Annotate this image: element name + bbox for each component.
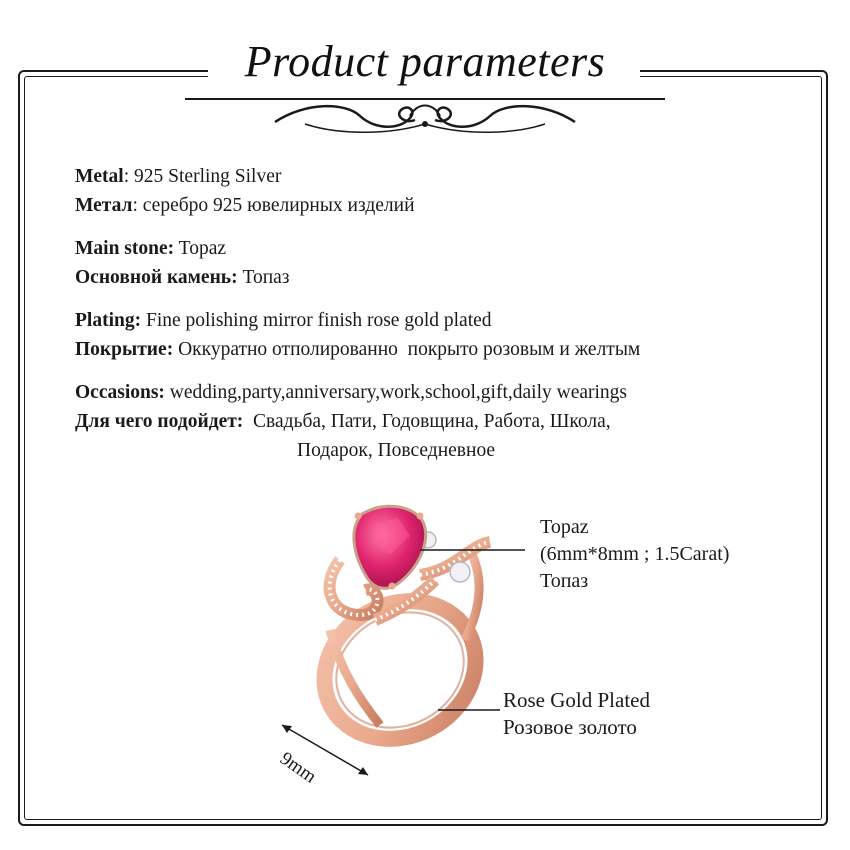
spec-label: Main stone: — [75, 238, 175, 259]
plating-callout — [503, 687, 650, 741]
spec-main-stone — [75, 234, 815, 292]
spec-line-en — [75, 162, 815, 191]
spec-label: Покрытие: — [75, 339, 174, 360]
spec-label: Для чего подойдет: — [75, 411, 244, 432]
spec-plating — [75, 306, 815, 364]
spec-value: Топаз — [242, 267, 290, 288]
spec-occasions — [75, 378, 815, 465]
spec-metal — [75, 162, 815, 220]
stone-callout-name: Topaz — [540, 516, 589, 538]
spec-sep — [243, 411, 253, 432]
spec-continuation: Подарок, Повседневное — [297, 440, 496, 461]
spec-value: серебро 925 ювелирных изделий — [142, 195, 415, 216]
stone-callout-size: (6mm*8mm ; 1.5Carat) — [540, 543, 730, 565]
flourish-ornament — [185, 94, 665, 138]
spec-value: Оккуратно отполированно покрыто розовым и желтым — [178, 339, 641, 360]
plating-callout-en: Rose Gold Plated — [503, 688, 650, 712]
spec-line-ru — [75, 335, 815, 364]
width-dimension-label: 9mm — [275, 748, 320, 788]
spec-label: Metal — [75, 166, 124, 187]
spec-value: wedding,party,anniversary,work,school,gift,daily wearings — [169, 382, 628, 403]
spec-value: Fine polishing mirror finish rose gold plated — [145, 310, 492, 331]
spec-value: 925 Sterling Silver — [134, 166, 282, 187]
spec-sep: : — [123, 166, 135, 187]
ring-image — [270, 490, 530, 790]
stone-callout — [540, 514, 729, 595]
page-title: Product parameters — [244, 37, 606, 86]
spec-list — [75, 162, 815, 479]
spec-label: Occasions: — [75, 382, 165, 403]
spec-line-en — [75, 378, 815, 407]
spec-line-ru — [75, 263, 815, 292]
spec-line-ru — [75, 407, 815, 436]
plating-callout-ru: Розовое золото — [503, 715, 637, 739]
spec-line-en — [75, 306, 815, 335]
spec-line-ru — [75, 191, 815, 220]
spec-label: Метал — [75, 195, 133, 216]
spec-label: Основной камень: — [75, 267, 238, 288]
spec-line-en — [75, 234, 815, 263]
spec-sep: : — [132, 195, 143, 216]
spec-label: Plating: — [75, 310, 142, 331]
spec-value: Свадьба, Пати, Годовщина, Работа, Школа, — [253, 411, 611, 432]
stone-callout-ru: Топаз — [540, 570, 589, 592]
spec-value: Topaz — [178, 238, 227, 259]
